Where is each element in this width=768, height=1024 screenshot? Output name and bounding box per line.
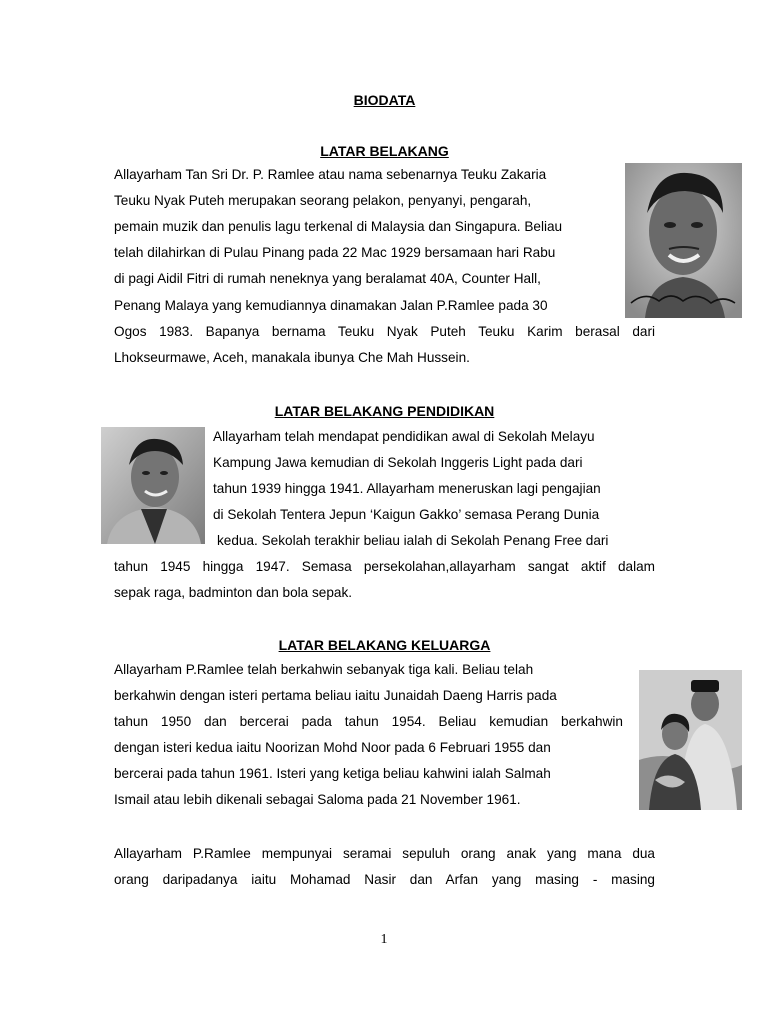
- section-heading-latar-belakang-keluarga: LATAR BELAKANG KELUARGA: [278, 637, 491, 653]
- paragraph-line: Ogos 1983. Bapanya bernama Teuku Nyak Puteh Teuku Karim berasal dari: [114, 324, 655, 339]
- paragraph-line: di pagi Aidil Fitri di rumah neneknya yang beralamat 40A, Counter Hall,: [114, 271, 541, 286]
- paragraph-line: tahun 1939 hingga 1941. Allayarham meneruskan lagi pengajian: [213, 481, 601, 496]
- document-title: BIODATA: [353, 92, 416, 108]
- paragraph-line: Lhokseurmawe, Aceh, manakala ibunya Che Mah Hussein.: [114, 350, 470, 365]
- page-number: 1: [380, 932, 388, 947]
- paragraph-line: tahun 1945 hingga 1947. Semasa persekolahan,allayarham sangat aktif dalam: [114, 559, 655, 574]
- paragraph-line: Allayarham P.Ramlee telah berkahwin sebanyak tiga kali. Beliau telah: [114, 662, 534, 677]
- couple-photo: [639, 670, 742, 810]
- paragraph-line: kedua. Sekolah terakhir beliau ialah di Sekolah Penang Free dari: [217, 533, 609, 548]
- paragraph-line: bercerai pada tahun 1961. Isteri yang ketiga beliau kahwini ialah Salmah: [114, 766, 551, 781]
- section-heading-latar-belakang-pendidikan: LATAR BELAKANG PENDIDIKAN: [274, 403, 495, 419]
- section-heading-latar-belakang: LATAR BELAKANG: [320, 143, 449, 159]
- paragraph-line: Penang Malaya yang kemudiannya dinamakan Jalan P.Ramlee pada 30: [114, 298, 548, 313]
- portrait-photo-with-signature: [625, 163, 742, 318]
- paragraph-line: Allayarham P.Ramlee mempunyai seramai sepuluh orang anak yang mana dua: [114, 846, 655, 861]
- paragraph-line: pemain muzik dan penulis lagu terkenal di Malaysia dan Singapura. Beliau: [114, 219, 563, 234]
- paragraph-line: dengan isteri kedua iaitu Noorizan Mohd Noor pada 6 Februari 1955 dan: [114, 740, 551, 755]
- paragraph-line: tahun 1950 dan bercerai pada tahun 1954. Beliau kemudian berkahwin: [114, 714, 623, 729]
- paragraph-line: orang daripadanya iaitu Mohamad Nasir dan Arfan yang masing - masing: [114, 872, 655, 887]
- paragraph-line: Allayarham Tan Sri Dr. P. Ramlee atau nama sebenarnya Teuku Zakaria: [114, 167, 547, 182]
- paragraph-line: Teuku Nyak Puteh merupakan seorang pelakon, penyanyi, pengarah,: [114, 193, 532, 208]
- paragraph-line: berkahwin dengan isteri pertama beliau iaitu Junaidah Daeng Harris pada: [114, 688, 557, 703]
- paragraph-line: di Sekolah Tentera Jepun ‘Kaigun Gakko’ semasa Perang Dunia: [213, 507, 600, 522]
- paragraph-line: Ismail atau lebih dikenali sebagai Saloma pada 21 November 1961.: [114, 792, 521, 807]
- paragraph-line: Kampung Jawa kemudian di Sekolah Inggeris Light pada dari: [213, 455, 583, 470]
- paragraph-line: telah dilahirkan di Pulau Pinang pada 22 Mac 1929 bersamaan hari Rabu: [114, 245, 556, 260]
- portrait-photo-suit: [101, 427, 205, 544]
- paragraph-line: sepak raga, badminton dan bola sepak.: [114, 585, 353, 600]
- paragraph-line: Allayarham telah mendapat pendidikan awal di Sekolah Melayu: [213, 429, 595, 444]
